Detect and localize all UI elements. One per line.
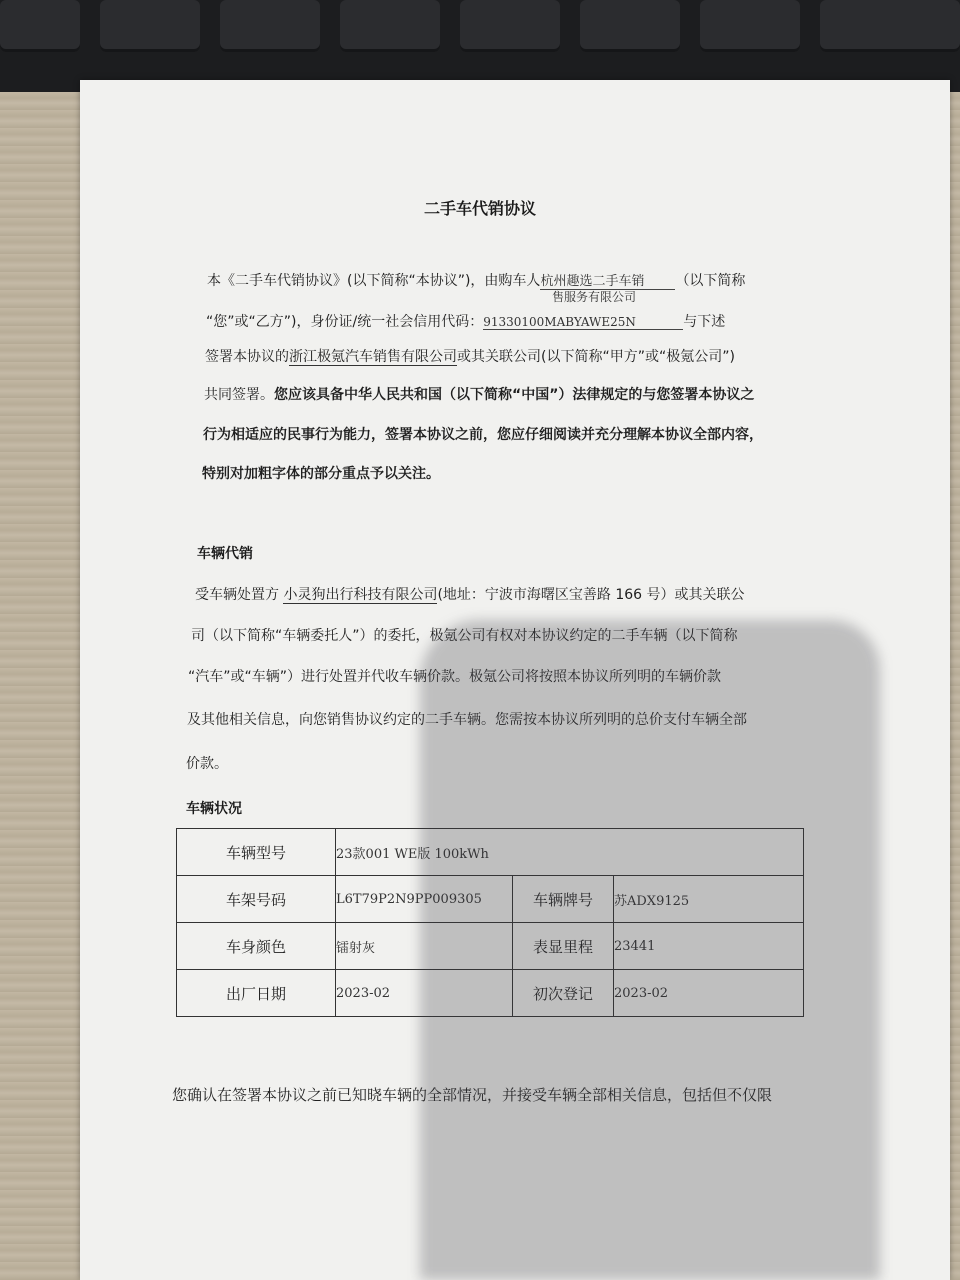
intro-line-4 — [204, 384, 754, 404]
keyboard-key — [220, 0, 320, 52]
plate-label: 车辆牌号 — [513, 876, 614, 923]
model-value: 23款001 WE版 100kWh — [336, 829, 804, 876]
intro-line-5: 行为相适应的民事行为能力，签署本协议之前，您应仔细阅读并充分理解本协议全部内容， — [203, 427, 763, 443]
consignment-heading: 车辆代销 — [197, 546, 253, 562]
intro-text: 共同签署。 — [204, 387, 274, 403]
intro-line-1 — [207, 270, 745, 290]
intro-text: “您”或“乙方”)，身份证/统一社会信用代码： — [206, 314, 484, 330]
keyboard-key — [580, 0, 680, 52]
keyboard-key — [0, 0, 80, 52]
keyboard-key — [700, 0, 800, 52]
model-label: 车辆型号 — [177, 829, 336, 876]
buyer-name-line-2: 售服务有限公司 — [552, 290, 637, 304]
mileage-label: 表显里程 — [513, 923, 614, 970]
consignment-line-5: 价款。 — [186, 756, 228, 772]
keyboard-background — [0, 0, 960, 92]
consignment-line-3: “汽车”或“车辆”）进行处置并代收车辆价款。极氪公司将按照本协议所列明的车辆价款 — [188, 669, 722, 685]
seller-company: 浙江极氪汽车销售有限公司 — [289, 349, 457, 365]
registration-label: 初次登记 — [513, 970, 614, 1017]
intro-line-6: 特别对加粗字体的部分重点予以关注。 — [202, 466, 440, 482]
disposer-company: 小灵狗出行科技有限公司 — [283, 587, 438, 603]
closing-line: 您确认在签署本协议之前已知晓车辆的全部情况，并接受车辆全部相关信息，包括但不仅限 — [172, 1086, 773, 1104]
intro-text: 与下述 — [683, 314, 726, 330]
consignment-line-2: 司（以下简称“车辆委托人”）的委托，极氪公司有权对本协议约定的二手车辆（以下简称 — [191, 628, 738, 644]
color-value: 镭射灰 — [336, 923, 513, 970]
credit-code-field: 91330100MABYAWE25N — [483, 315, 683, 330]
hand-shadow — [420, 620, 880, 1280]
intro-text: 本《二手车代销协议》(以下简称“本协议”)，由购车人 — [207, 273, 541, 289]
intro-text: 或其关联公司(以下简称“甲方”或“极氪公司”) — [457, 349, 735, 365]
intro-text: （以下简称 — [675, 273, 746, 289]
plate-value: 苏ADX9125 — [614, 876, 804, 923]
intro-text: 签署本协议的 — [205, 349, 289, 365]
intro-line-3 — [205, 346, 735, 366]
mileage-value: 23441 — [614, 923, 804, 970]
manufacture-date-value: 2023-02 — [336, 970, 513, 1017]
vin-label: 车架号码 — [177, 876, 336, 923]
consignment-line-4: 及其他相关信息，向您销售协议约定的二手车辆。您需按本协议所列明的总价支付车辆全部 — [187, 712, 747, 728]
document-title: 二手车代销协议 — [423, 199, 536, 218]
keyboard-key — [340, 0, 440, 52]
intro-bold-text: 您应该具备中华人民共和国（以下简称“中国”）法律规定的与您签署本协议之 — [274, 387, 755, 403]
vin-value: L6T79P2N9PP009305 — [336, 876, 513, 923]
registration-value: 2023-02 — [614, 970, 804, 1017]
intro-line-2 — [206, 311, 725, 331]
keyboard-key — [100, 0, 200, 52]
consignment-text: (地址：宁波市海曙区宝善路 166 号）或其关联公 — [437, 587, 745, 603]
keyboard-key — [460, 0, 560, 52]
consignment-text: 受车辆处置方 — [195, 587, 279, 603]
consignment-line-1 — [195, 584, 745, 604]
color-label: 车身颜色 — [177, 923, 336, 970]
vehicle-status-heading: 车辆状况 — [186, 801, 242, 817]
keyboard-key — [820, 0, 960, 52]
manufacture-date-label: 出厂日期 — [177, 970, 336, 1017]
buyer-name-field: 杭州趣选二手车销 — [540, 270, 675, 290]
